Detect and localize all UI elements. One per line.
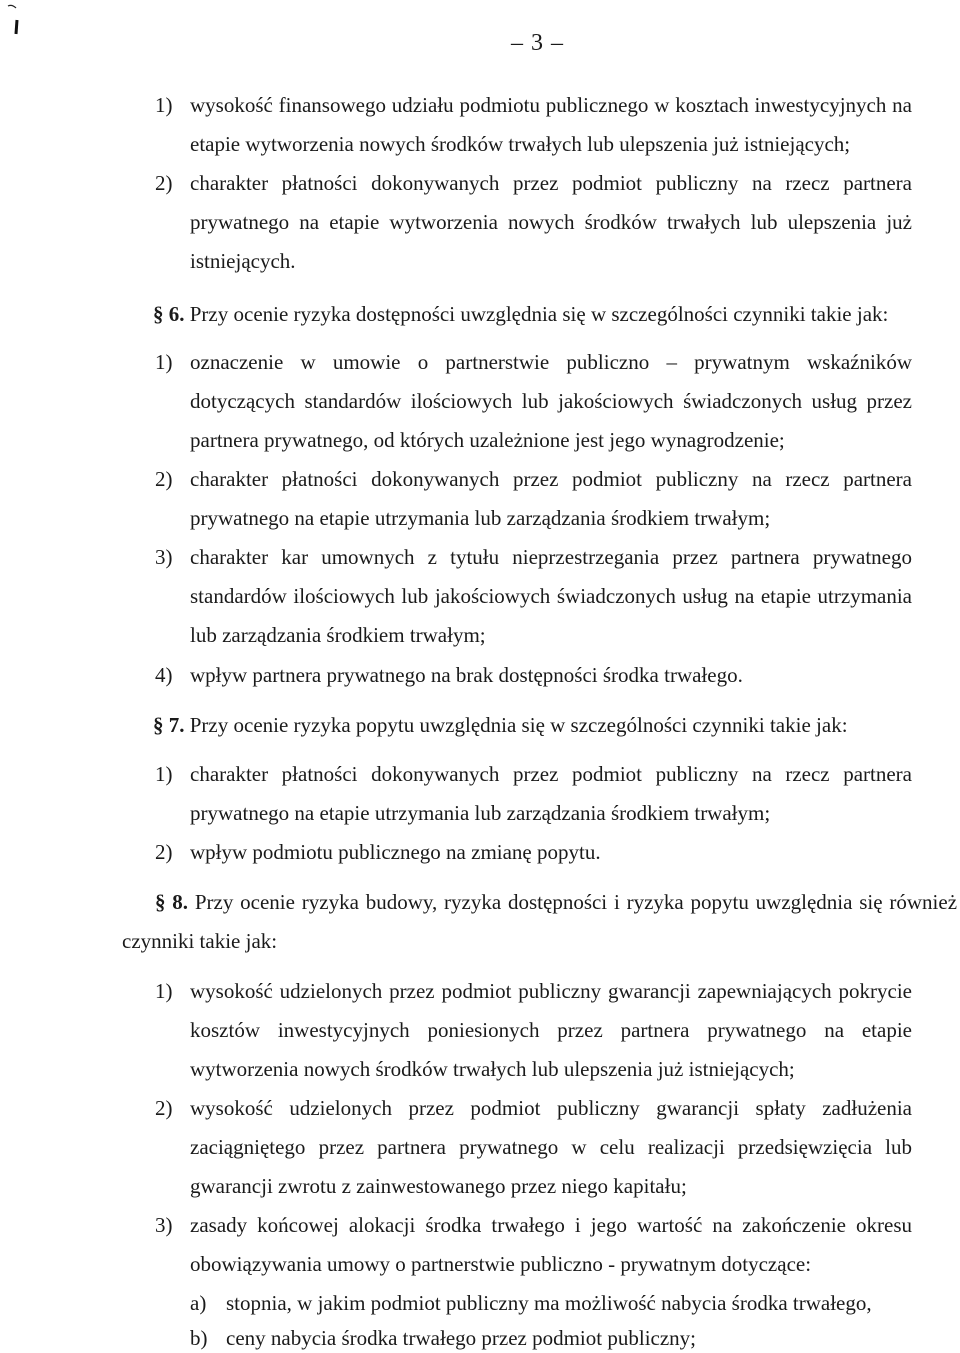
- list-item-number: 3): [155, 545, 173, 569]
- section-text: Przy ocenie ryzyka dostępności uwzględnia się w szczególności czynniki takie jak:: [189, 302, 889, 326]
- list-item-text: wpływ partnera prywatnego na brak dostępności środka trwałego.: [190, 663, 743, 687]
- list-item-number: 1): [155, 93, 173, 117]
- section-text: Przy ocenie ryzyka popytu uwzględnia się w szczególności czynniki takie jak:: [189, 713, 848, 737]
- list-item-text: charakter kar umownych z tytułu nieprzestrzegania przez partnera prywatnego standardów ilościowych lub jakościowych świadczonych usług na etapie utrzymania lub zarządzania środkiem trwałym;: [190, 545, 912, 647]
- list-item-text: zasady końcowej alokacji środka trwałego i jego wartość na zakończenie okresu obowiązywania umowy o partnerstwie publiczno - prywatnym dotyczące:: [190, 1213, 912, 1276]
- list-item-text: wysokość finansowego udziału podmiotu publicznego w kosztach inwestycyjnych na etapie wytworzenia nowych środków trwałych lub ulepszenia już istniejących;: [190, 93, 912, 156]
- section-text: Przy ocenie ryzyka budowy, ryzyka dostępności i ryzyka popytu uwzględnia się również czynniki takie jak:: [122, 890, 958, 953]
- list-item-number: 1): [155, 762, 173, 786]
- list-item-number: 2): [155, 171, 173, 195]
- list-item-text: wysokość udzielonych przez podmiot publiczny gwarancji zapewniających pokrycie kosztów inwestycyjnych poniesionych przez partnera prywatnego na etapie wytworzenia nowych środków trwałych lub ulepszenia już istniejących;: [190, 979, 912, 1081]
- list-item-text: wpływ podmiotu publicznego na zmianę popytu.: [190, 840, 601, 864]
- list-item-number: 1): [155, 979, 173, 1003]
- sub-list-item-text: ceny nabycia środka trwałego przez podmiot publiczny;: [226, 1326, 696, 1350]
- page-number: – 3 –: [511, 30, 564, 56]
- sub-list-item-text: stopnia, w jakim podmiot publiczny ma możliwość nabycia środka trwałego,: [226, 1291, 872, 1315]
- list-item-number: 2): [155, 467, 173, 491]
- sub-list-item-letter: b): [190, 1326, 208, 1350]
- list-item-text: charakter płatności dokonywanych przez podmiot publiczny na rzecz partnera prywatnego na etapie utrzymania lub zarządzania środkiem trwałym;: [190, 467, 912, 530]
- list-item-number: 3): [155, 1213, 173, 1237]
- list-item-text: wysokość udzielonych przez podmiot publiczny gwarancji spłaty zadłużenia zaciągniętego przez partnera prywatnego w celu realizacji przedsięwzięcia lub gwarancji zwrotu z zainwestowanego przez niego kapitału;: [190, 1096, 912, 1198]
- list-item-number: 4): [155, 663, 173, 687]
- sub-list-item-letter: a): [190, 1291, 207, 1315]
- section-sign: § 6.: [153, 302, 185, 326]
- list-item-text: oznaczenie w umowie o partnerstwie publiczno – prywatnym wskaźników dotyczących standardów ilościowych lub jakościowych świadczonych usług przez partnera prywatnego, od których uzależnione jest jego wynagrodzenie;: [190, 350, 912, 452]
- section-6-heading: [153, 295, 960, 334]
- list-item-number: 1): [155, 350, 173, 374]
- section-7-heading: [153, 706, 960, 745]
- section-sign: § 8.: [155, 890, 189, 914]
- section-sign: § 7.: [153, 713, 185, 737]
- list-item-text: charakter płatności dokonywanych przez podmiot publiczny na rzecz partnera prywatnego na etapie utrzymania lub zarządzania środkiem trwałym;: [190, 762, 912, 825]
- section-8-heading: [122, 883, 957, 961]
- list-item-number: 2): [155, 1096, 173, 1120]
- list-item-text: charakter płatności dokonywanych przez podmiot publiczny na rzecz partnera prywatnego na etapie wytworzenia nowych środków trwałych lub ulepszenia już istniejących.: [190, 171, 912, 273]
- list-item-number: 2): [155, 840, 173, 864]
